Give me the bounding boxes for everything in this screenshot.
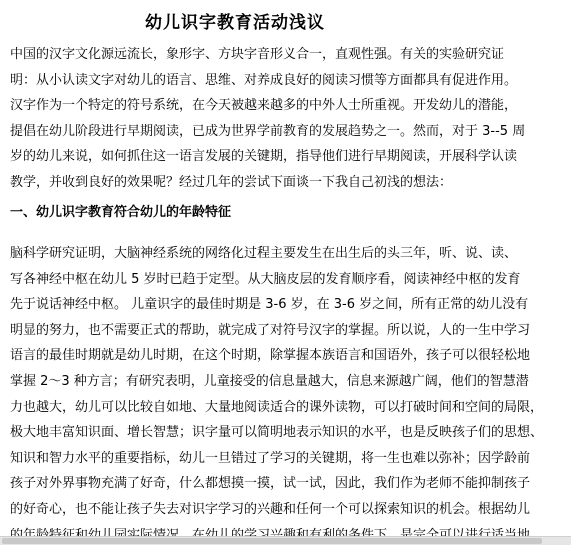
- horizontal-scrollbar[interactable]: [0, 536, 571, 545]
- document-title: 幼儿识字教育活动浅议: [145, 13, 325, 33]
- text-line: 知识和智力水平的重要指标，幼儿一旦错过了学习的关键期，将一生也难以弥补；因学龄前: [10, 450, 531, 466]
- section-paragraph: [10, 241, 566, 545]
- text-line: 汉字作为一个特定的符号系统，在今天被越来越多的中外人士所重视。开发幼儿的潜能，: [10, 98, 518, 114]
- section-heading: 一、幼儿识字教育符合幼儿的年龄特征: [10, 205, 232, 220]
- scrollbar-thumb[interactable]: [2, 538, 542, 544]
- text-line: 中国的汉字文化源远流长，象形字、方块字音形义合一，直观性强。有关的实验研究证: [10, 47, 505, 62]
- text-line: 明：从小认读文字对幼儿的语言、思维、对养成良好的阅读习惯等方面都具有促进作用。: [10, 72, 518, 88]
- text-line: 教学，并收到良好的效果呢？经过几年的尝试下面谈一下我自己初浅的想法：: [10, 174, 453, 190]
- text-line: 提倡在幼儿阶段进行早期阅读，已成为世界学前教育的发展趋势之一。然而，对于 3--5 周: [10, 123, 526, 139]
- text-line: 岁的幼儿来说，如何抓住这一语言发展的关键期，指导他们进行早期阅读，开展科学认读: [10, 149, 518, 165]
- text-line: 写各神经中枢在幼儿 5 岁时已趋于定型。从大脑皮层的发育顺序看，阅读神经中枢的发育: [10, 271, 521, 287]
- text-line: 的好奇心，也不能让孩子失去对识字学习的兴趣和任何一个可以探索知识的机会。根据幼儿: [10, 501, 531, 517]
- text-line: 掌握 2～3 种方言；有研究表明，儿童接受的信息量越大，信息来源越广阔，他们的智慧潜: [10, 373, 529, 389]
- text-line: 脑科学研究证明，大脑神经系统的网络化过程主要发生在出生后的头三年，听、说、读、: [10, 246, 518, 261]
- text-line: 极大地丰富知识面、增长智慧；识字量可以简明地表示知识的水平，也是反映孩子们的思想、: [10, 425, 544, 441]
- text-line: 孩子对外界事物充满了好奇，什么都想摸一摸，试一试，因此，我们作为老师不能抑制孩子: [10, 476, 531, 492]
- intro-paragraph: [10, 42, 566, 196]
- text-line: 语言的最佳时期就是幼儿时期，在这个时期，除掌握本族语言和国语外，孩子可以很轻松地: [10, 348, 531, 364]
- text-line: 力也越大，幼儿可以比较自如地、大量地阅读适合的课外读物，可以打破时间和空间的局限，: [10, 399, 544, 415]
- text-line: 明显的努力，也不需要正式的帮助，就完成了对符号汉字的掌握。所以说，人的一生中学习: [10, 322, 531, 338]
- text-line: 先于说话神经中枢。 儿童识字的最佳时期是 3-6 岁，在 3-6 岁之间，所有正常的幼儿没有: [10, 297, 529, 313]
